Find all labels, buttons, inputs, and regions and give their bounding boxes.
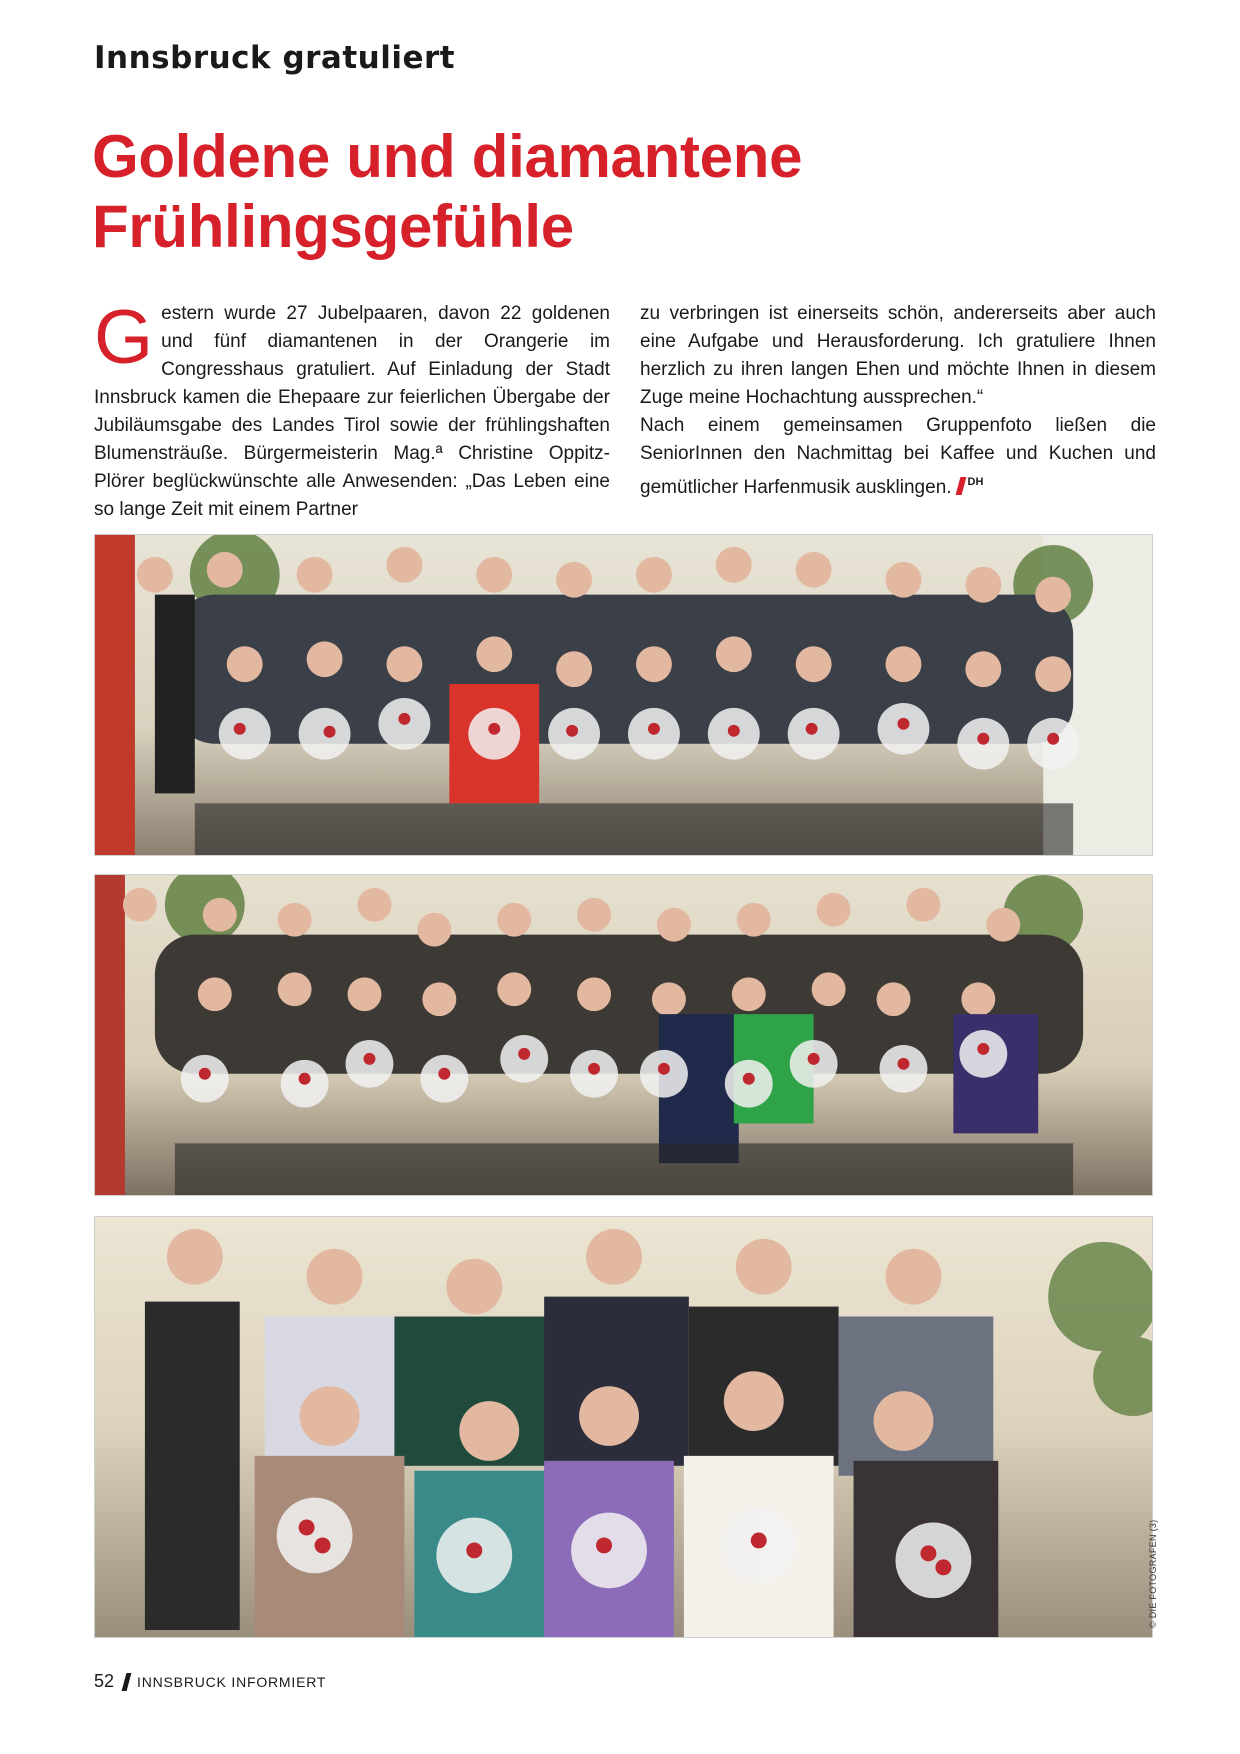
headline-line-1: Goldene und diamantene [92, 123, 803, 190]
group-photo-1 [94, 534, 1153, 856]
article-column-left [94, 295, 610, 524]
article-paragraph-1: zu verbringen ist einerseits schön, andererseits aber auch eine Aufgabe und Herausforderung. Ich gratuliere Ihnen herzlich zu ihren langen Ehen und möchte Ihnen in diesem Zuge meine Hochachtung aussprechen.“ [640, 303, 1156, 408]
headline-line-2: Frühlingsgefühle [92, 193, 574, 260]
page-number: 52 [94, 1671, 115, 1691]
page-headline [92, 122, 1152, 262]
article-text-left: estern wurde 27 Jubelpaaren, davon 22 goldenen und fünf diamantenen in der Orangerie im Congresshaus gratuliert. Auf Einladung der Stadt Innsbruck kamen die Ehepaare zur feierlichen Übergabe der Jubiläumsgabe des Landes Tirol sowie der frühlingshaften Blumensträuße. Bürgermeisterin Mag.ª Christine Oppitz-Plörer beglückwünschte alle Anwesenden: „Das Leben eine so lange Zeit mit einem Partner [94, 303, 610, 520]
drop-cap: G [94, 295, 154, 380]
group-photo-3 [94, 1216, 1153, 1638]
article-column-right [640, 300, 1156, 502]
photo-credit: © DIE FOTOGRAFEN (3) [1148, 1519, 1158, 1628]
group-photo-3-image [95, 1217, 1152, 1637]
article-paragraph-2: Nach einem gemeinsamen Gruppenfoto ließen die SeniorInnen den Nachmittag bei Kaffee und Kuchen und gemütlicher Harfenmusik ausklingen. [640, 415, 1156, 498]
section-kicker: Innsbruck gratuliert [94, 40, 456, 76]
group-photo-2-image [95, 875, 1152, 1195]
author-signature: DH [967, 476, 984, 488]
publication-name: INNSBRUCK INFORMIERT [137, 1673, 327, 1690]
end-mark-icon [955, 477, 966, 495]
group-photo-1-image [95, 535, 1152, 855]
group-photo-2 [94, 874, 1153, 1196]
page-footer [94, 1671, 326, 1692]
footer-slash-icon [122, 1673, 132, 1691]
